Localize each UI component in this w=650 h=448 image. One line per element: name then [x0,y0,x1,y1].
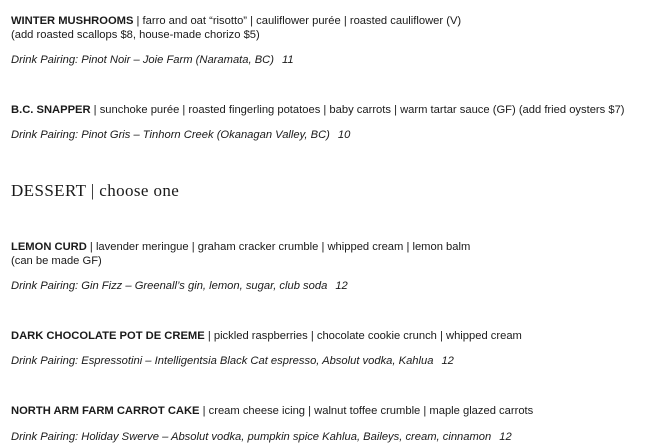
menu-item-lemon-curd [11,240,470,254]
item-name: DARK CHOCOLATE POT DE CREME [11,330,205,342]
item-name: B.C. SNAPPER [11,104,91,116]
pairing-text: Drink Pairing: Holiday Swerve – Absolut vodka, pumpkin spice Kahlua, Baileys, cream, cinnamon [11,431,492,443]
item-description: | lavender meringue | graham cracker crumble | whipped cream | lemon balm [86,241,471,253]
pairing-text: Drink Pairing: Gin Fizz – Greenall’s gin, lemon, sugar, club soda [11,280,328,292]
menu-item-north-arm-farm-carrot-cake [11,404,533,418]
pairing-text: Drink Pairing: Espressotini – Intelligentsia Black Cat espresso, Absolut vodka, Kahlua [11,355,434,367]
drink-pairing [11,430,512,444]
menu-item-dark-chocolate-pot-de-creme [11,329,522,343]
price: 11 [281,54,294,66]
drink-pairing [11,128,350,142]
price: 10 [337,129,351,141]
item-note: (can be made GF) [11,255,102,267]
drink-pairing [11,279,348,293]
item-description: | pickled raspberries | chocolate cookie crunch | whipped cream [204,330,522,342]
drink-pairing [11,53,294,67]
price: 12 [499,431,512,443]
pairing-text: Drink Pairing: Pinot Noir – Joie Farm (Naramata, BC) [11,54,274,66]
price: 12 [441,355,454,367]
drink-pairing [11,354,454,368]
section-heading-dessert: DESSERT | choose one [11,181,180,200]
menu-item-bc-snapper [11,103,625,117]
item-name: NORTH ARM FARM CARROT CAKE [11,405,200,417]
item-description: | farro and oat “risotto” | cauliflower purée | roasted cauliflower (V) [133,15,462,27]
item-name: WINTER MUSHROOMS [11,15,134,27]
pairing-text: Drink Pairing: Pinot Gris – Tinhorn Creek (Okanagan Valley, BC) [11,129,330,141]
item-description: | cream cheese icing | walnut toffee crumble | maple glazed carrots [199,405,534,417]
item-description: | sunchoke purée | roasted fingerling potatoes | baby carrots | warm tartar sauce (GF) (add fried oysters $7) [90,104,625,116]
item-name: LEMON CURD [11,241,87,253]
price: 12 [335,280,348,292]
item-note: (add roasted scallops $8, house-made chorizo $5) [11,29,260,41]
menu-item-winter-mushrooms [11,14,461,28]
